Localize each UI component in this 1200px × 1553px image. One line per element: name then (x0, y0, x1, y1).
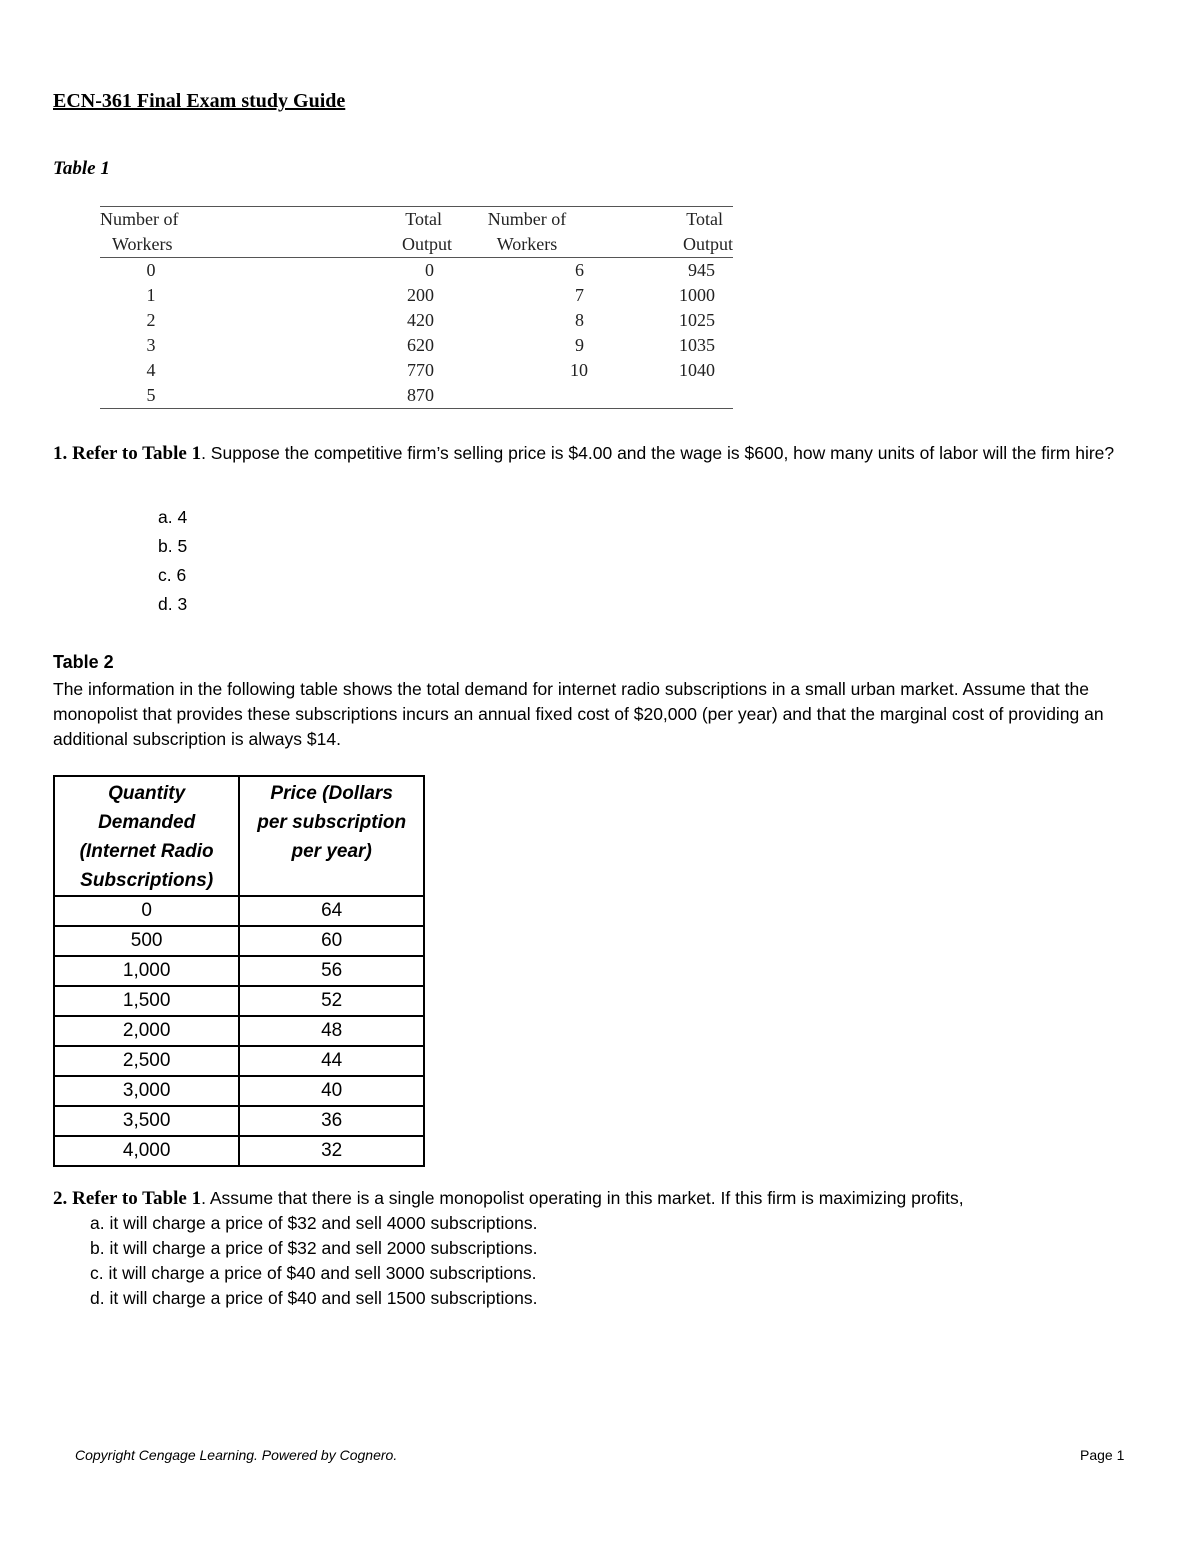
document-title: ECN-361 Final Exam study Guide (53, 90, 346, 112)
table-cell: 44 (239, 1046, 424, 1076)
table-row (54, 1076, 424, 1106)
answer-option: c. it will charge a price of $40 and sell 3000 subscriptions. (90, 1263, 537, 1283)
table1-header-output-2 (602, 207, 733, 258)
table-cell (452, 383, 602, 409)
table-cell: 1,000 (54, 956, 239, 986)
cell-value: 200 (407, 285, 434, 305)
answer-option: d. it will charge a price of $40 and sell 1500 subscriptions. (90, 1288, 538, 1308)
table-cell (452, 358, 602, 383)
table-cell: 3 (146, 335, 156, 355)
header-line: per year) (291, 841, 372, 862)
header-line: Output (401, 234, 452, 254)
table-cell: 1 (146, 285, 156, 305)
cell-value: 420 (407, 310, 434, 330)
question-reference: Refer to Table 1 (72, 443, 202, 464)
table-row (100, 333, 733, 358)
question-number: 1. (53, 443, 68, 464)
table1-header-workers-1 (100, 207, 202, 258)
table1-caption: Table 1 (53, 158, 110, 179)
table1-header (100, 207, 733, 258)
cell-value: 10 (570, 360, 588, 380)
table-cell: 36 (239, 1106, 424, 1136)
table2 (53, 775, 425, 1167)
cell-value: 945 (688, 260, 715, 280)
header-line: Subscriptions) (80, 870, 214, 891)
header-line: (Internet Radio (79, 841, 214, 862)
question-1 (53, 439, 1153, 468)
cell-value: 9 (575, 335, 584, 355)
cell-value: 6 (575, 260, 584, 280)
footer-copyright: Copyright Cengage Learning. Powered by Cognero. (75, 1447, 398, 1463)
table-cell (602, 383, 733, 409)
question-reference: Refer to Table 1 (72, 1188, 202, 1209)
table2-header-quantity (54, 776, 239, 896)
table-cell: 500 (54, 926, 239, 956)
table-cell (602, 258, 733, 284)
table-cell: 0 (54, 896, 239, 926)
table-row (54, 926, 424, 956)
answer-option: b. 5 (158, 536, 188, 556)
table-row (54, 1106, 424, 1136)
table-cell: 0 (146, 260, 156, 280)
answer-option: a. 4 (158, 507, 188, 527)
table-cell (602, 308, 733, 333)
table-cell (202, 358, 452, 383)
table-cell (202, 383, 452, 409)
cell-value: 1025 (679, 310, 715, 330)
table-cell: 32 (239, 1136, 424, 1166)
table1 (100, 206, 733, 409)
answer-option: a. it will charge a price of $32 and sell 4000 subscriptions. (90, 1213, 538, 1233)
answer-option: c. 6 (158, 565, 187, 585)
cell-value: 7 (575, 285, 584, 305)
table-cell: 60 (239, 926, 424, 956)
table-cell: 2,500 (54, 1046, 239, 1076)
table-row (54, 956, 424, 986)
header-line: Workers (496, 234, 558, 254)
table-cell (452, 308, 602, 333)
table-cell: 64 (239, 896, 424, 926)
table-row (54, 986, 424, 1016)
header-line: Number of (487, 209, 567, 229)
table-cell (452, 258, 602, 284)
cell-value: 1000 (679, 285, 715, 305)
cell-value: 770 (407, 360, 434, 380)
table-cell (452, 333, 602, 358)
table-cell (202, 308, 452, 333)
table-row (100, 258, 733, 284)
table2-description: The information in the following table shows the total demand for internet radio subscriptions in a small urban market. Assume that the monopolist that provides these subscriptions incurs an annual fixed cost of $20,000 (per year) and that the marginal cost of providing an additional subscription is always $14. (53, 679, 1104, 749)
table-cell (602, 283, 733, 308)
question-number: 2. (53, 1188, 68, 1209)
answer-option: b. it will charge a price of $32 and sell 2000 subscriptions. (90, 1238, 538, 1258)
table-cell: 1,500 (54, 986, 239, 1016)
question-1-options (158, 503, 187, 619)
header-line: Workers (112, 234, 173, 254)
table-cell: 4,000 (54, 1136, 239, 1166)
header-line: Quantity (108, 783, 186, 804)
answer-option: d. 3 (158, 594, 188, 614)
header-line: Price (Dollars (270, 783, 393, 804)
question-text: . Assume that there is a single monopolist operating in this market. If this firm is maximizing profits, (201, 1188, 964, 1208)
header-line: Total (405, 209, 442, 229)
footer-page-number: Page 1 (1080, 1447, 1125, 1463)
header-line: per subscription (257, 812, 407, 833)
table-cell: 48 (239, 1016, 424, 1046)
table-row (100, 383, 733, 409)
table1-header-output-1 (202, 207, 452, 258)
table-cell: 3,000 (54, 1076, 239, 1106)
cell-value: 620 (407, 335, 434, 355)
table-row (100, 283, 733, 308)
table-cell: 5 (100, 383, 202, 409)
header-line: Output (682, 234, 733, 254)
table-cell: 2,000 (54, 1016, 239, 1046)
question-2 (53, 1186, 1153, 1211)
question-text: . Suppose the competitive firm’s selling price is $4.00 and the wage is $600, how many units of labor will the firm hire? (201, 443, 1115, 463)
table-cell: 3,500 (54, 1106, 239, 1136)
table1-header-workers-2 (452, 207, 602, 258)
header-line: Demanded (98, 812, 196, 833)
table-row (100, 358, 733, 383)
cell-value: 0 (425, 260, 434, 280)
table-cell (602, 358, 733, 383)
cell-value: 870 (407, 385, 434, 405)
table-cell: 56 (239, 956, 424, 986)
table-row (54, 896, 424, 926)
header-line: Total (686, 209, 723, 229)
table-row (54, 1046, 424, 1076)
table-cell (452, 283, 602, 308)
table-cell: 52 (239, 986, 424, 1016)
table2-header-price (239, 776, 424, 896)
table-cell: 2 (146, 310, 156, 330)
cell-value: 8 (575, 310, 584, 330)
cell-value: 1040 (679, 360, 715, 380)
table-cell (202, 333, 452, 358)
table-cell (202, 258, 452, 284)
header-line: Number of (100, 209, 179, 229)
cell-value: 1035 (679, 335, 715, 355)
table-cell: 40 (239, 1076, 424, 1106)
table2-heading: Table 2 (53, 652, 114, 672)
table-row (100, 308, 733, 333)
table-cell (602, 333, 733, 358)
table-cell (202, 283, 452, 308)
table-row (54, 1136, 424, 1166)
question-2-options (90, 1211, 537, 1311)
table-row (54, 1016, 424, 1046)
table-cell: 4 (146, 360, 156, 380)
